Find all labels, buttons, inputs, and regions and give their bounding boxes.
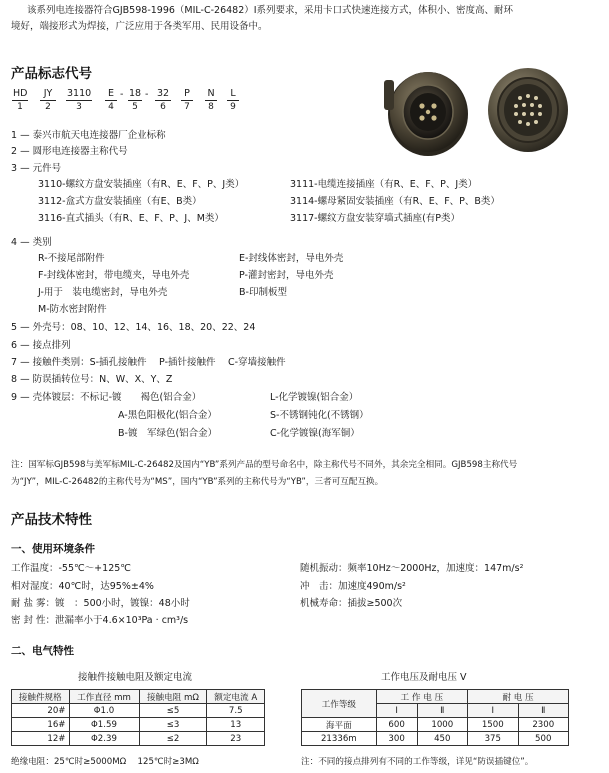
table-cell: 海平面: [302, 718, 377, 732]
table-cell: ≤2: [139, 732, 207, 746]
item-4-p: P-灌封密封，导电外壳: [239, 270, 334, 281]
intro-line-1: 该系列电连接器符合GJB598-1996（MIL-C-26482）Ⅰ系列要求，采用卡口式快速连接方式，体积小、密度高、耐环: [27, 5, 514, 16]
item-5: 5 — 外壳号：08、10、12、14、16、18、20、22、24: [11, 322, 256, 333]
note-naming-line-1: 注：国军标GJB598与美军标MIL-C-26482及国内“YB”系列产品的型号命名中，除主称代号不同外，其余完全相同。GJB598主称代号: [11, 460, 518, 470]
item-1: 1 — 泰兴市航天电连接器厂企业标称: [11, 130, 166, 141]
item-8: 8 — 防误插转位号：N、W、X、Y、Z: [11, 374, 173, 385]
item-9-c: C-化学镀镍(海军铜）: [270, 428, 360, 439]
code-segment: 18 5: [129, 88, 142, 112]
code-segment: L 9: [227, 88, 239, 113]
table-cell: 13: [207, 718, 265, 732]
item-2: 2 — 圆形电连接器主称代号: [11, 146, 128, 157]
table-header: 额定电流 A: [207, 690, 265, 704]
code-segment: JY 2: [40, 88, 56, 113]
item-4: 4 — 类别: [11, 237, 52, 248]
table-cell: 375: [468, 732, 518, 746]
table-cell: 1500: [468, 718, 518, 732]
table-cell: ≤5: [139, 704, 207, 718]
contact-resistance-table: [11, 689, 265, 746]
table-cell: 7.5: [207, 704, 265, 718]
item-9: 9 — 壳体镀层：不标记-镀 褐色(铝合金）: [11, 392, 202, 403]
table-cell: 500: [518, 732, 569, 746]
item-3-3110: 3110-螺纹方盘安装插座（有R、E、F、P、J类）: [38, 179, 245, 190]
item-6: 6 — 接点排列: [11, 340, 71, 351]
item-3-3116: 3116-直式插头（有R、E、F、P、J、M类）: [38, 213, 224, 224]
table-cell: Φ1.59: [69, 718, 139, 732]
table-row: [12, 704, 265, 718]
code-segment: 3110 3: [67, 88, 92, 112]
item-9-l: L-化学镀镍(铝合金）: [270, 392, 359, 403]
item-4-j: J-用于 装电缆密封，导电外壳: [38, 287, 168, 298]
code-segment: N 8: [205, 88, 217, 113]
table-cell: 2300: [518, 718, 569, 732]
item-3-3112: 3112-盒式方盘安装插座（有E、B类）: [38, 196, 202, 207]
item-4-b: B-印制板型: [239, 287, 287, 298]
table-header: 耐 电 压: [468, 690, 569, 704]
item-4-f: F-封线体密封，带电缆夹，导电外壳: [38, 270, 190, 281]
table-row: [302, 718, 569, 732]
code-segment: E 4: [105, 88, 117, 113]
item-3-3111: 3111-电缆连接插座（有R、E、F、P、J类）: [290, 179, 478, 190]
env-humidity: 相对湿度：40℃时，达95%±4%: [11, 581, 154, 592]
env-salt-spray: 耐 盐 雾：镀 ：500小时，镀镍：48小时: [11, 598, 190, 609]
env-shock: 冲 击：加速度490m/s²: [300, 581, 406, 592]
table-header: 工作直径 mm: [69, 690, 139, 704]
table-cell: 23: [207, 732, 265, 746]
note-working-level: 注：不同的接点排列有不同的工作等级，详见“防误插键位”。: [301, 757, 534, 767]
table-cell: 1000: [417, 718, 467, 732]
table-row: [12, 732, 265, 746]
env-title: 一、使用环境条件: [11, 543, 95, 555]
env-vibration: 随机振动：频率10Hz～2000Hz，加速度：147m/s²: [300, 563, 524, 574]
table-cell: Φ1.0: [69, 704, 139, 718]
table2-caption: 工作电压及耐电压 V: [381, 672, 467, 683]
item-7: 7 — 接触件类别：S-插孔接触件 P-插针接触件 C-穿墙接触件: [11, 357, 286, 368]
table-subheader: Ⅰ: [468, 704, 518, 718]
intro-line-2: 境好，端接形式为焊接，广泛应用于各类军用、民用设备中。: [11, 21, 268, 32]
table-row: [12, 718, 265, 732]
env-sealing: 密 封 性：泄漏率小于4.6×10³Pa · cm³/s: [11, 615, 189, 626]
table-subheader: Ⅰ: [376, 704, 417, 718]
working-voltage-table: [301, 689, 569, 746]
table-subheader: Ⅱ: [518, 704, 569, 718]
insulation-resistance: 绝缘电阻：25℃时≥5000MΩ 125℃时≥3MΩ: [11, 757, 199, 767]
code-dash: -: [145, 89, 149, 100]
table-cell: 20#: [12, 704, 70, 718]
table-cell: 300: [376, 732, 417, 746]
elec-title: 二、电气特性: [11, 645, 74, 657]
table-cell: 16#: [12, 718, 70, 732]
item-9-s: S-不锈钢钝化(不锈钢）: [270, 410, 369, 421]
connector-receptacle-photo: [382, 62, 474, 158]
table-cell: Φ2.39: [69, 732, 139, 746]
item-4-m: M-防水密封附件: [38, 304, 107, 315]
code-segment: HD 1: [13, 88, 28, 112]
note-naming-line-2: 为“JY”，MIL-C-26482的主称代号为“MS”，国内“YB”系列的主称代号为“YB”，三者可互配互换。: [11, 477, 384, 487]
item-3-3114: 3114-螺母紧固安装插座（有R、E、F、P、B类）: [290, 196, 500, 207]
table-cell: 450: [417, 732, 467, 746]
connector-plug-photo: [480, 60, 572, 156]
item-4-r: R-不接尾部附件: [38, 253, 105, 264]
section-title-product-code: 产品标志代号: [11, 66, 92, 82]
table-subheader: Ⅱ: [417, 704, 467, 718]
table-header: 工作等级: [302, 690, 377, 718]
env-temperature: 工作温度：-55℃～+125℃: [11, 563, 131, 574]
table-cell: 12#: [12, 732, 70, 746]
code-segment: P 7: [181, 88, 193, 113]
table1-caption: 接触件接触电阻及额定电流: [78, 672, 193, 683]
item-3-3117: 3117-螺纹方盘安装穿墙式插座(有P类）: [290, 213, 461, 224]
item-9-a: A-黑色阳极化(铝合金）: [118, 410, 217, 421]
table-cell: ≤3: [139, 718, 207, 732]
item-4-e: E-封线体密封，导电外壳: [239, 253, 344, 264]
table-header: 工 作 电 压: [376, 690, 467, 704]
table-header: 接触电阻 mΩ: [139, 690, 207, 704]
item-3: 3 — 元件号: [11, 163, 62, 174]
table-cell: 21336m: [302, 732, 377, 746]
table-row: [302, 732, 569, 746]
env-mech-life: 机械寿命：插拔≥500次: [300, 598, 403, 609]
item-9-b: B-镀 军绿色(铝合金）: [118, 428, 218, 439]
section-title-tech: 产品技术特性: [11, 512, 92, 528]
code-dash: -: [120, 89, 124, 100]
table-header: 接触件规格: [12, 690, 70, 704]
code-segment: 32 6: [156, 88, 170, 112]
table-cell: 600: [376, 718, 417, 732]
